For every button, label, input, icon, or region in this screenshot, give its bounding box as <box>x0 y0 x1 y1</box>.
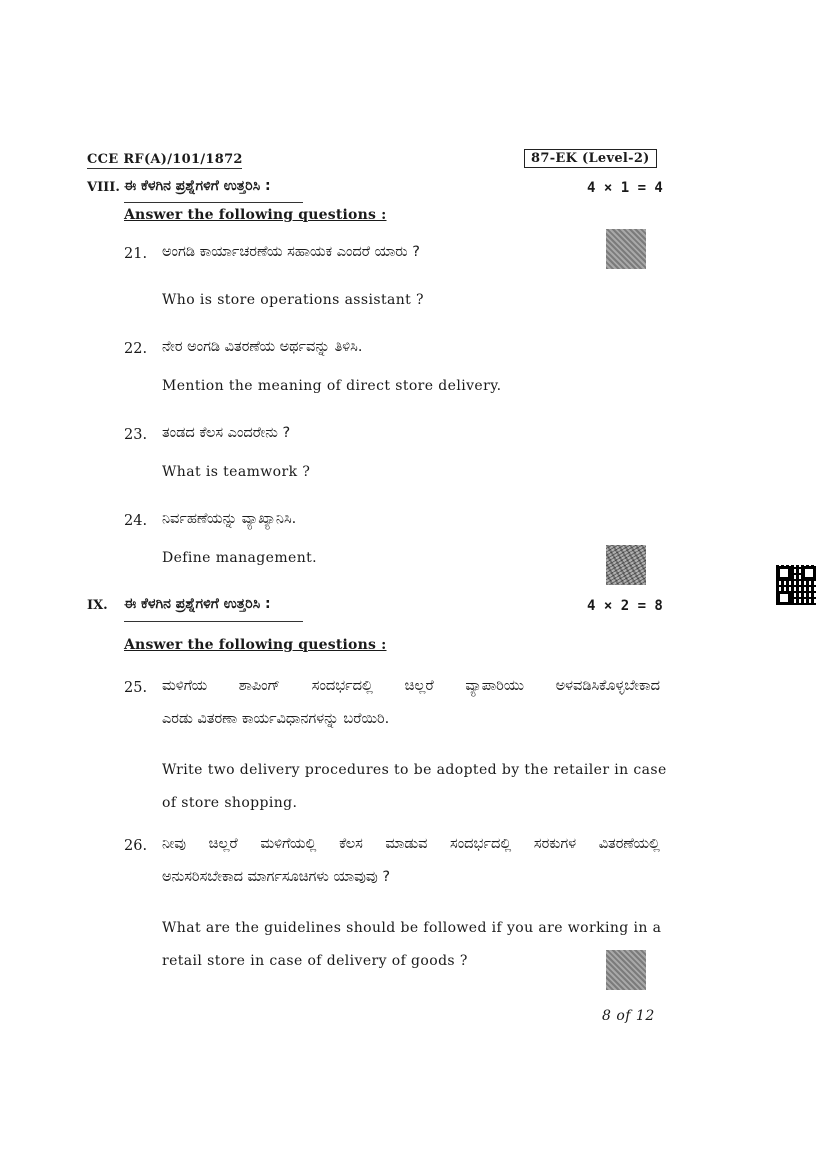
section-title-kannada: ಈ ಕೆಳಗಿನ ಪ್ರಶ್ನೆಗಳಿಗೆ ಉತ್ತರಿಸಿ : <box>124 178 271 194</box>
section-numeral: VIII. <box>87 180 120 195</box>
question-number: 21. <box>124 246 148 262</box>
question-english-line: Write two delivery procedures to be adopted by the retailer in case <box>162 762 667 778</box>
question-kannada-line: ನೀವು ಚಿಲ್ಲರೆ ಮಳಿಗೆಯಲ್ಲಿ ಕೆಲಸ ಮಾಡುವ ಸಂದರ್ಭದಲ್ಲಿ ಸರಕುಗಳ ವಿತರಣೆಯಲ್ಲಿ <box>162 836 660 852</box>
question-kannada-line: ಮಳಿಗೆಯ ಶಾಪಿಂಗ್ ಸಂದರ್ಭದಲ್ಲಿ ಚಿಲ್ಲರೆ ವ್ಯಾಪಾರಿಯು ಅಳವಡಿಸಿಕೊಳ್ಳಬೇಕಾದ <box>162 678 660 694</box>
question-number: 24. <box>124 513 148 529</box>
paper-code-underline <box>87 168 242 169</box>
qr-code-icon <box>776 565 816 605</box>
exam-code-box: 87-EK (Level-2) <box>524 149 657 168</box>
section-marks: 4 × 2 = 8 <box>587 598 663 614</box>
question-english-line: retail store in case of delivery of goods ? <box>162 953 468 969</box>
question-kannada: ಅಂಗಡಿ ಕಾರ್ಯಾಚರಣೆಯ ಸಹಾಯಕ ಎಂದರೆ ಯಾರು ? <box>162 244 420 260</box>
security-pattern-icon <box>606 950 646 990</box>
question-english: Who is store operations assistant ? <box>162 292 424 308</box>
section-title-underline <box>124 621 303 622</box>
question-number: 26. <box>124 838 148 854</box>
question-number: 25. <box>124 680 148 696</box>
question-english-line: of store shopping. <box>162 795 298 811</box>
security-pattern-icon <box>606 545 646 585</box>
section-title-english: Answer the following questions : <box>124 637 387 653</box>
question-number: 23. <box>124 427 148 443</box>
question-number: 22. <box>124 341 148 357</box>
security-pattern-icon <box>606 229 646 269</box>
question-kannada-line: ಎರಡು ವಿತರಣಾ ಕಾರ್ಯವಿಧಾನಗಳನ್ನು ಬರೆಯಿರಿ. <box>162 711 390 727</box>
section-title-underline <box>124 202 303 203</box>
question-english-line: What are the guidelines should be followed if you are working in a <box>162 920 662 936</box>
paper-code: CCE RF(A)/101/1872 <box>87 152 243 167</box>
section-numeral: IX. <box>87 598 108 613</box>
question-kannada: ನಿರ್ವಹಣೆಯನ್ನು ವ್ಯಾಖ್ಯಾನಿಸಿ. <box>162 511 297 527</box>
section-title-english: Answer the following questions : <box>124 207 387 223</box>
section-marks: 4 × 1 = 4 <box>587 180 663 196</box>
page-number: 8 of 12 <box>602 1008 655 1024</box>
question-english: What is teamwork ? <box>162 464 311 480</box>
question-kannada: ತಂಡದ ಕೆಲಸ ಎಂದರೇನು ? <box>162 425 291 441</box>
question-kannada-line: ಅನುಸರಿಸಬೇಕಾದ ಮಾರ್ಗಸೂಚಿಗಳು ಯಾವುವು ? <box>162 869 391 885</box>
question-english: Mention the meaning of direct store delivery. <box>162 378 502 394</box>
question-english: Define management. <box>162 550 318 566</box>
section-title-kannada: ಈ ಕೆಳಗಿನ ಪ್ರಶ್ನೆಗಳಿಗೆ ಉತ್ತರಿಸಿ : <box>124 596 271 612</box>
question-kannada: ನೇರ ಅಂಗಡಿ ವಿತರಣೆಯ ಅರ್ಥವನ್ನು ತಿಳಿಸಿ. <box>162 339 363 355</box>
